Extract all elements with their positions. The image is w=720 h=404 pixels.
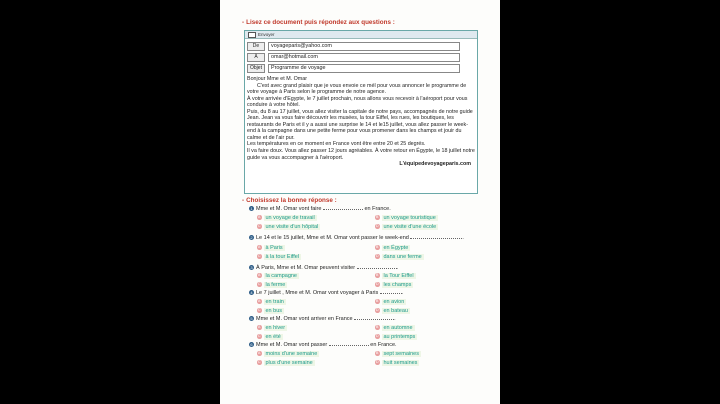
q1-option-a[interactable]: A un voyage de travail (258, 215, 315, 221)
question-1: 1 Mme et M. Omar vont faire en France. (250, 206, 391, 212)
to-label: À (247, 53, 265, 62)
subject-label: Objet (247, 64, 265, 73)
q2-option-d[interactable]: D dans une ferme (375, 254, 422, 260)
email-paragraph-3: Puis, du 8 au 17 juillet, vous allez visiter la capitale de notre pays, accompagnés de notre guide Jean. Jean va vous faire découvrir les musées, la tour Eiffel, les rues, les boutiques, les restaurants de Paris et il y a aussi une surprise le 14 et le15 juillet, vous allez passer le week-end à la campagne dans une petite ferme pour vous promener dans les champs et jouir du calme et de l'air pur. (247, 108, 473, 141)
question-3: 3 À Paris, Mme et M. Omar peuvent visiter . (250, 265, 399, 271)
q4-option-d[interactable]: D en bateau (375, 308, 408, 314)
email-greeting: Bonjour Mme et M. Omar (247, 76, 307, 82)
q1-option-b[interactable]: B un voyage touristique (376, 215, 436, 221)
q6-option-c[interactable]: C plus d'une semaine (257, 360, 313, 366)
q4-option-a[interactable]: A en train (258, 299, 284, 305)
email-signature: L'équipedevoyageparis.com (399, 161, 471, 168)
answer-blank (329, 345, 369, 346)
q3-option-b[interactable]: B la Tour Eiffel (376, 273, 414, 279)
q3-option-a[interactable]: A la campagne (258, 273, 297, 279)
heading-choose-answer: - Choisissez la bonne réponse : (242, 197, 337, 204)
q1-option-c[interactable]: C une visite d'un hôpital (257, 224, 319, 230)
question-2: 2 Le 14 et le 15 juillet, Mme et M. Omar vont passer le week-end . (250, 235, 464, 241)
email-body (247, 76, 475, 168)
email-paragraph-2: À votre arrivée d'Egypte, le 7 juillet prochain, nous allons vous recevoir à l'aéroport pour vous conduire à votre hôtel. (247, 95, 468, 109)
email-paragraph-5: Il va faire doux. Vous allez passer 12 jours agréables. À votre retour en Égypte, le 18 juillet notre guide va vous accompagner à l'aéroport. (247, 148, 475, 161)
q5-option-c[interactable]: C en été (257, 334, 281, 340)
answer-blank (354, 319, 394, 320)
q2-option-c[interactable]: C à la tour Eiffel (257, 254, 300, 260)
worksheet-page (220, 0, 500, 404)
q5-option-b[interactable]: B en automne (376, 325, 413, 331)
from-field[interactable]: voyageparis@yahoo.com (268, 42, 460, 51)
answer-blank (323, 209, 363, 210)
from-row (247, 42, 460, 50)
to-row (247, 53, 460, 61)
q2-option-a[interactable]: A à Paris (258, 245, 283, 251)
answer-blank (410, 238, 462, 239)
q2-option-b[interactable]: B en Égypte (376, 245, 409, 251)
from-label: De (247, 42, 265, 51)
question-4: 4 Le 7 juillet , Mme et M. Omar vont voyager à Paris . (250, 290, 404, 296)
email-window (244, 30, 478, 194)
heading-read-document: - Lisez ce document puis répondez aux questions : (242, 19, 395, 26)
envelope-icon (248, 32, 256, 38)
q3-option-d[interactable]: D les champs (375, 282, 412, 288)
email-title-bar (245, 31, 477, 39)
send-label[interactable]: Envoyer (258, 32, 275, 37)
email-paragraph-4: Les températures en ce moment en France vont être entre 20 et 25 degrés. (247, 141, 426, 148)
q3-option-c[interactable]: C la ferme (257, 282, 286, 288)
q1-option-d[interactable]: D une visite d'une école (375, 224, 437, 230)
q4-option-b[interactable]: B en avion (376, 299, 405, 305)
answer-blank (357, 268, 397, 269)
q5-option-d[interactable]: D au printemps (375, 334, 416, 340)
q6-option-b[interactable]: B sept semaines (376, 351, 419, 357)
q6-option-a[interactable]: A moins d'une semaine (258, 351, 318, 357)
q6-option-d[interactable]: D huit semaines (375, 360, 418, 366)
subject-row (247, 64, 460, 72)
subject-field[interactable]: Programme de voyage (268, 64, 460, 73)
to-field[interactable]: omar@hotmail.com (268, 53, 460, 62)
q5-option-a[interactable]: A en hiver (258, 325, 286, 331)
email-paragraph-1: C'est avec grand plaisir que je vous envoie ce mél pour vous annoncer le programme de votre voyage à Paris selon le programme de notre agence. (247, 82, 467, 96)
question-6: 6 Mme et M. Omar vont passer en France. (250, 342, 397, 348)
answer-blank (380, 293, 402, 294)
question-5: 5 Mme et M. Omar vont arriver en France . (250, 316, 396, 322)
q4-option-c[interactable]: C en bus (257, 308, 283, 314)
